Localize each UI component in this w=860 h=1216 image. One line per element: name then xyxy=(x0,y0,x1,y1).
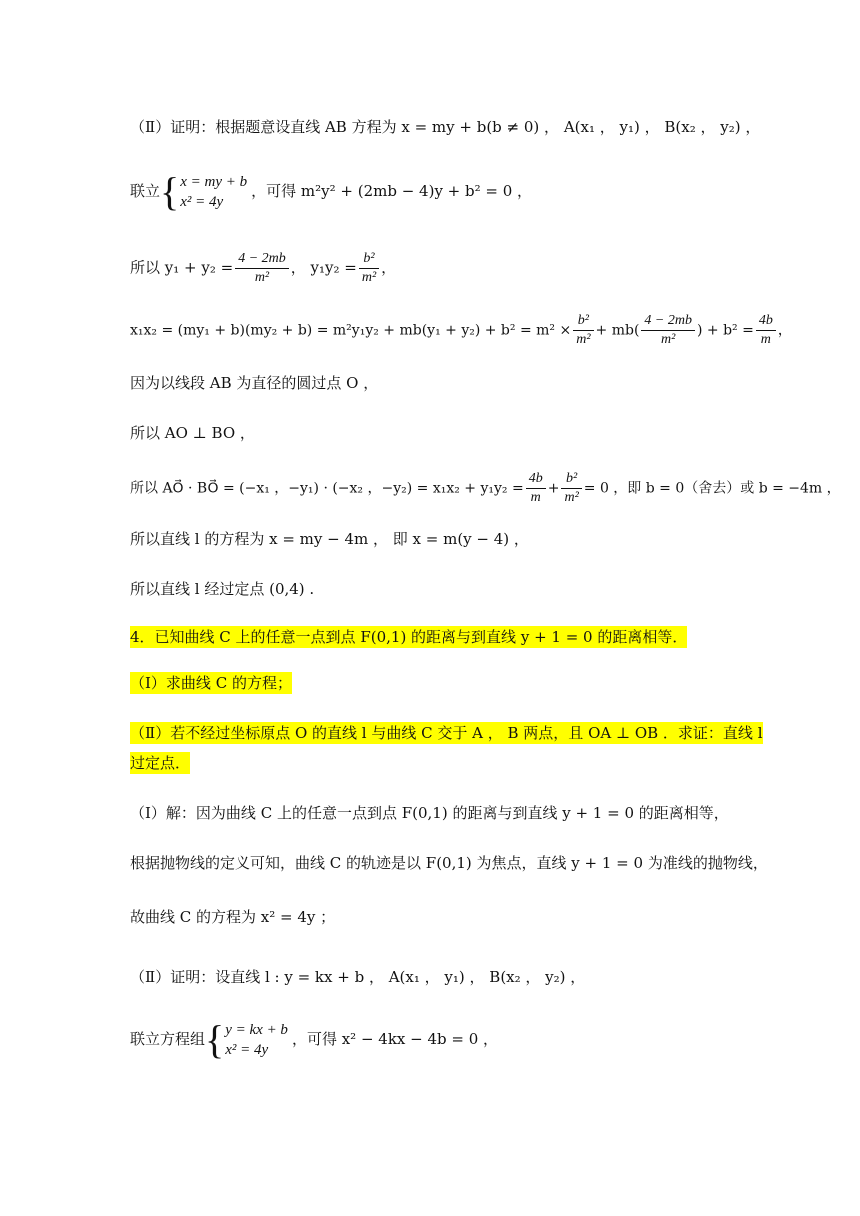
product-mid2: ) + b² = xyxy=(696,322,754,339)
proof-part2-setup: （Ⅱ）证明：设直线 l : y = kx + b ， A(x₁ ， y₁) ， B(x₂ ， y₂) ， xyxy=(130,968,586,986)
system-row-2: x² = 4y xyxy=(225,1042,269,1058)
fraction-numerator: b² xyxy=(561,470,581,489)
fraction xyxy=(756,312,776,349)
fraction xyxy=(359,250,379,287)
fraction-denominator: m² xyxy=(361,270,377,285)
product-suffix: ， xyxy=(777,322,792,339)
system-row-1: y = kx + b xyxy=(225,1022,288,1038)
equation-system xyxy=(205,1017,288,1062)
system-equation-line xyxy=(130,169,533,214)
system-row-1: x = my + b xyxy=(180,174,248,190)
vieta-suffix: ， xyxy=(381,258,397,277)
system-prefix: 联立 xyxy=(130,182,161,200)
dot-mid: + xyxy=(547,480,560,497)
fraction-denominator: m xyxy=(530,490,541,505)
fraction-numerator: 4 − 2mb xyxy=(235,250,289,269)
product-expansion-line xyxy=(130,312,792,349)
curve-equation: 故曲线 C 的方程为 x² = 4y ； xyxy=(130,908,336,926)
fraction xyxy=(641,312,695,349)
circle-condition-line: 因为以线段 AB 为直径的圆过点 O ， xyxy=(130,374,379,392)
vieta-prefix: 所以 y₁ + y₂ = xyxy=(130,258,234,277)
product-prefix: x₁x₂ = (my₁ + b)(my₂ + b) = m²y₁y₂ + mb(y₁ + y₂) + b² = m² × xyxy=(130,322,572,339)
vieta-mid: ， y₁y₂ = xyxy=(290,258,357,277)
dot-product-line xyxy=(130,470,841,507)
fraction-denominator: m² xyxy=(254,270,270,285)
fraction-denominator: m² xyxy=(661,332,676,347)
system-equation-line-2 xyxy=(130,1017,499,1062)
parabola-definition: 根据抛物线的定义可知，曲线 C 的轨迹是以 F(0,1) 为焦点，直线 y + 1 = 0 为准线的抛物线， xyxy=(130,854,768,872)
fraction-numerator: 4b xyxy=(756,312,776,331)
dot-prefix: 所以 AO⃗ · BO⃗ = (−x₁ ，−y₁) · (−x₂ ，−y₂) = x₁x₂ + y₁y₂ = xyxy=(130,480,524,497)
fraction xyxy=(526,470,546,507)
proof-part2-intro: （Ⅱ）证明：根据题意设直线 AB 方程为 x = my + b(b ≠ 0) ， A(x₁ ， y₁) ， B(x₂ ， y₂) ， xyxy=(130,118,761,136)
system2-result: ，可得 x² − 4kx − 4b = 0 ， xyxy=(291,1030,499,1048)
vieta-line xyxy=(130,250,396,287)
fraction-denominator: m² xyxy=(576,332,591,347)
fraction xyxy=(573,312,593,349)
question-4-part2-cont: 过定点． xyxy=(130,754,191,772)
solution-part1: （Ⅰ）解：因为曲线 C 上的任意一点到点 F(0,1) 的距离与到直线 y + 1 = 0 的距离相等， xyxy=(130,804,729,822)
fraction-denominator: m² xyxy=(564,490,579,505)
system-row-2: x² = 4y xyxy=(180,194,224,210)
fraction xyxy=(235,250,289,287)
brace-symbol: { xyxy=(205,1017,225,1062)
line-equation: 所以直线 l 的方程为 x = my − 4m ， 即 x = m(y − 4) ， xyxy=(130,530,529,548)
brace-symbol: { xyxy=(160,169,180,214)
dot-suffix: = 0 ，即 b = 0（舍去）或 b = −4m ， xyxy=(583,480,841,497)
fixed-point-conclusion: 所以直线 l 经过定点 (0,4) . xyxy=(130,580,315,598)
question-4-stem: 4．已知曲线 C 上的任意一点到点 F(0,1) 的距离与到直线 y + 1 = 0 的距离相等． xyxy=(130,628,688,646)
equation-system xyxy=(160,169,248,214)
system-result: ，可得 m²y² + (2mb − 4)y + b² = 0 ， xyxy=(251,182,533,200)
fraction xyxy=(561,470,581,507)
fraction-numerator: 4 − 2mb xyxy=(641,312,695,331)
fraction-numerator: 4b xyxy=(526,470,546,489)
fraction-denominator: m xyxy=(760,332,771,347)
question-4-part1: （Ⅰ）求曲线 C 的方程； xyxy=(130,674,292,692)
question-4-part2: （Ⅱ）若不经过坐标原点 O 的直线 l 与曲线 C 交于 A ， B 两点，且 OA ⊥ OB ．求证：直线 l xyxy=(130,724,763,742)
product-mid: + mb( xyxy=(595,322,640,339)
perpendicular-line: 所以 AO ⊥ BO ， xyxy=(130,424,255,442)
system2-prefix: 联立方程组 xyxy=(130,1030,206,1048)
fraction-numerator: b² xyxy=(359,250,379,269)
fraction-numerator: b² xyxy=(573,312,593,331)
